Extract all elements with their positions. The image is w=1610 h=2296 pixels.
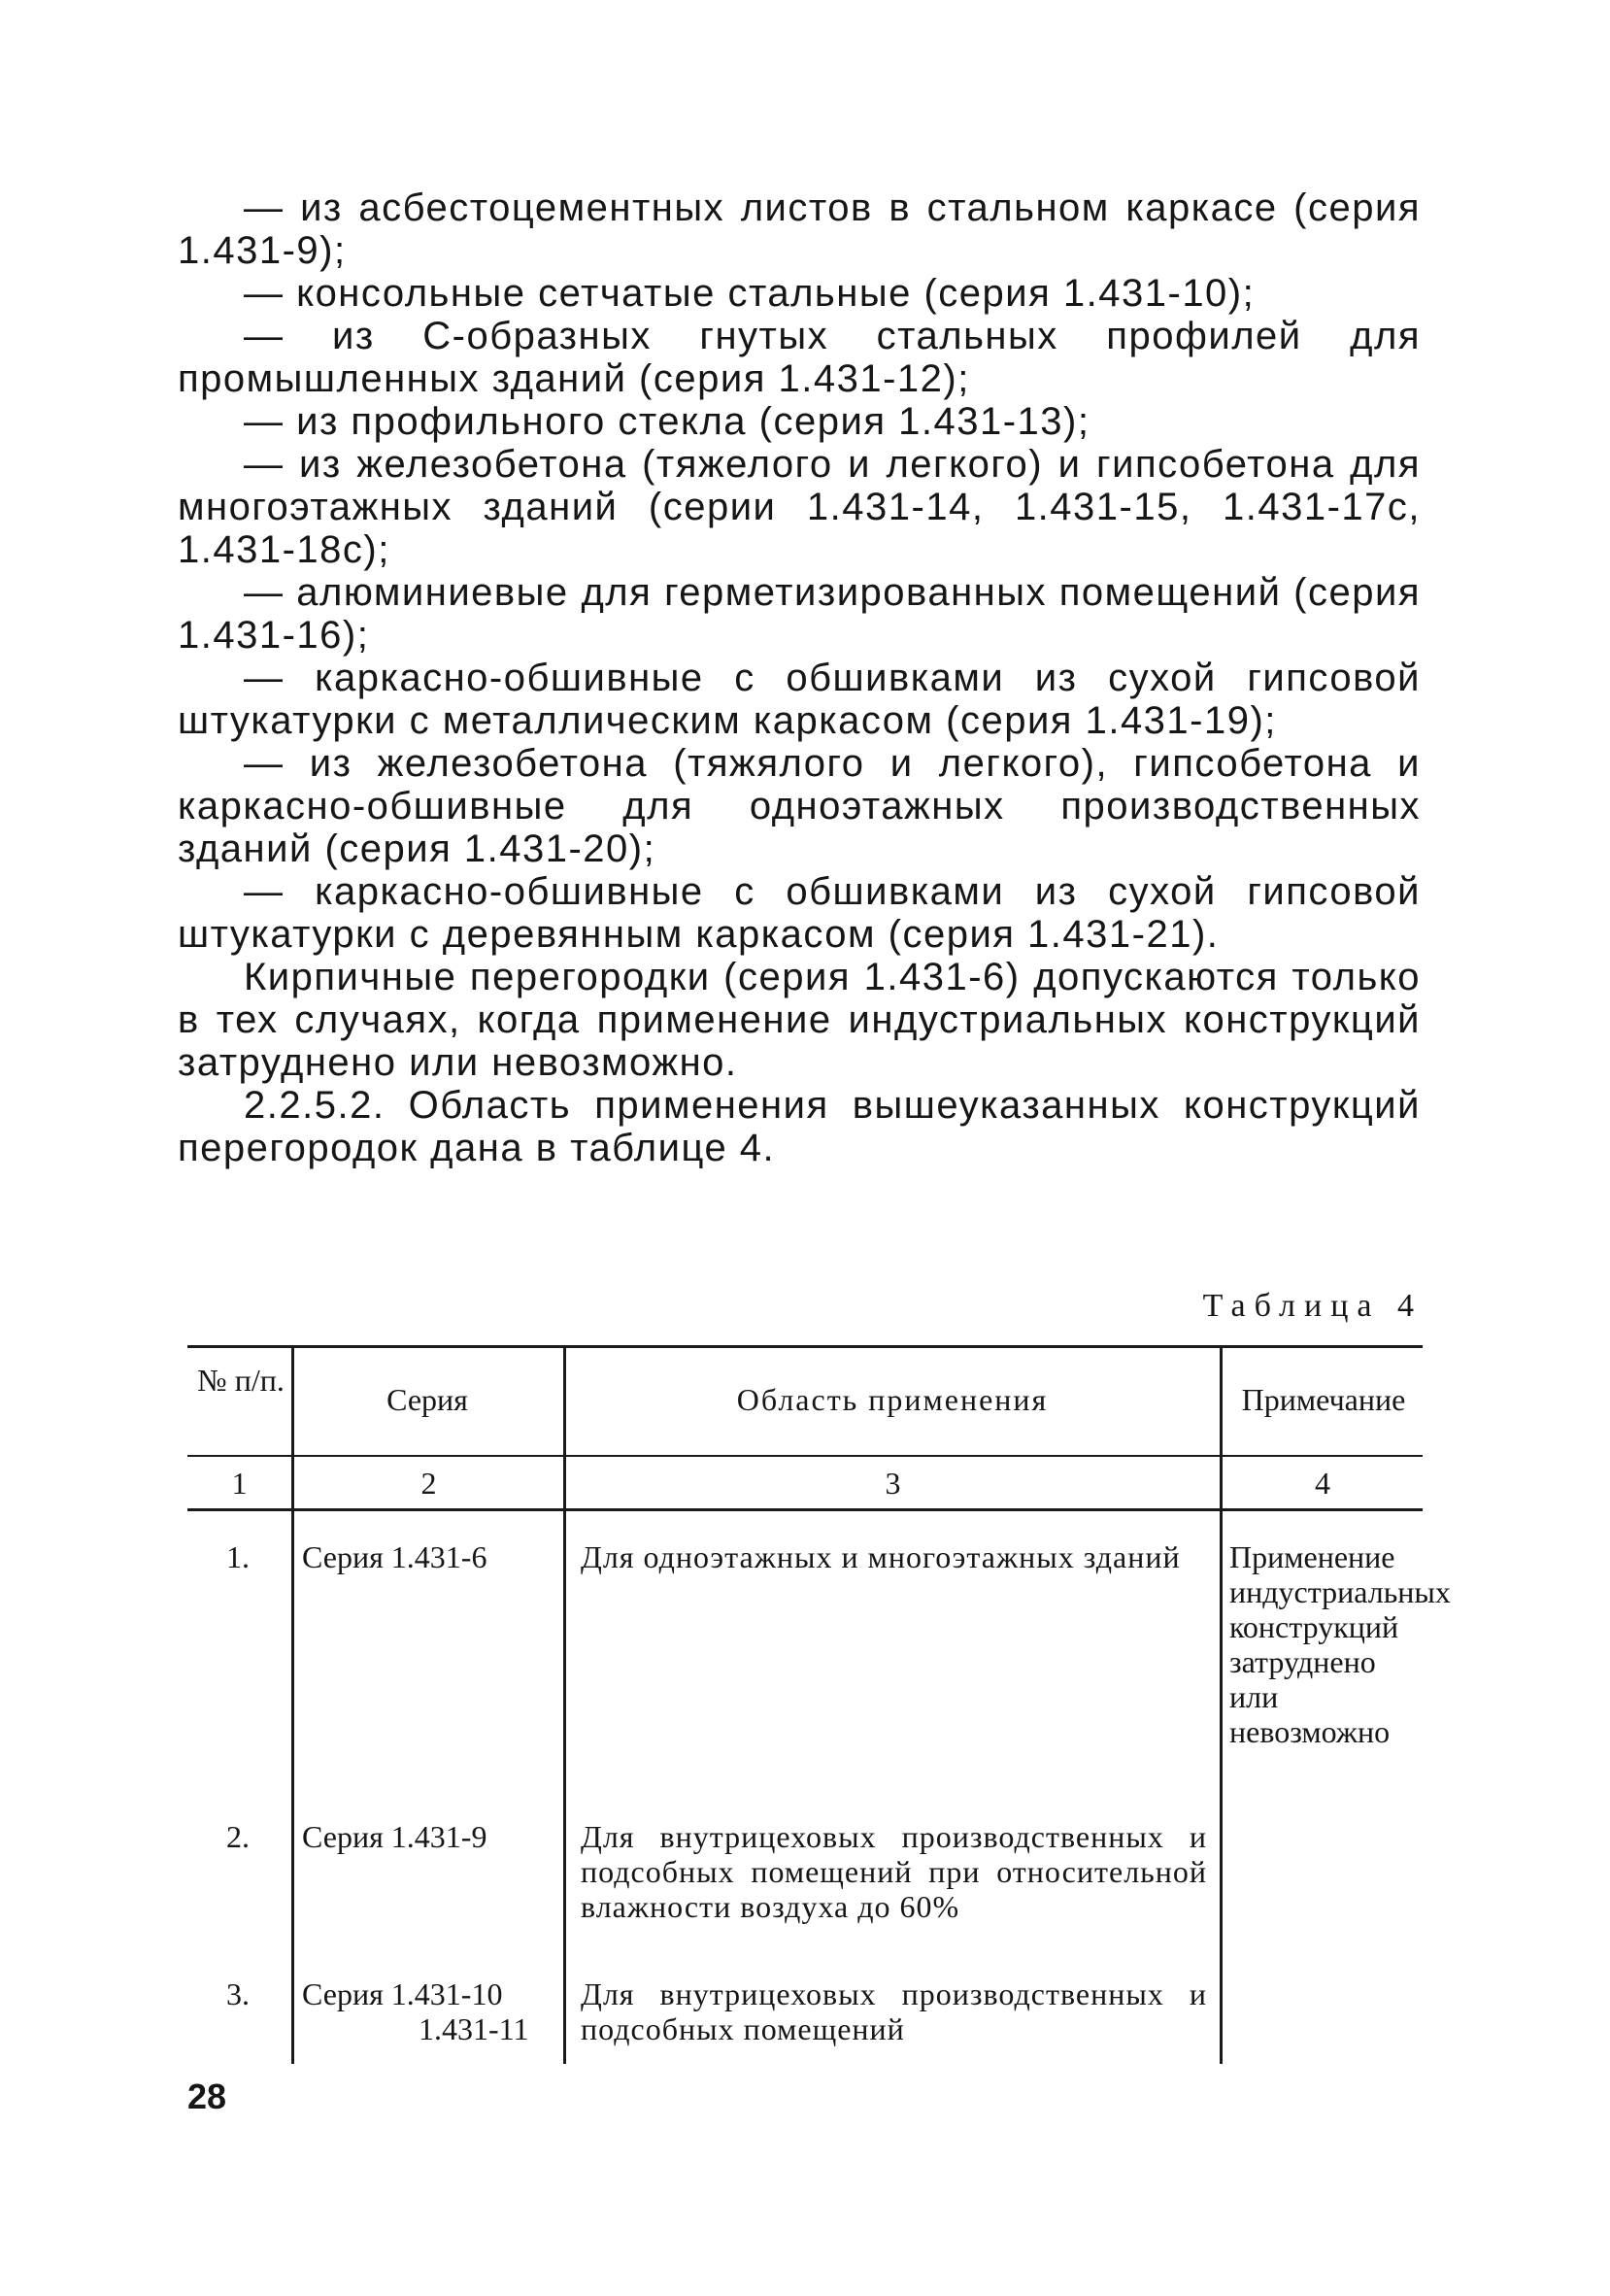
paragraph: Кирпичные перегородки (серия 1.431-6) допускаются только в тех случаях, когда применение индустриальных конструкций затруднено или невозможно. bbox=[178, 956, 1421, 1084]
column-number: 1 bbox=[231, 1466, 248, 1501]
row-number: 1. bbox=[226, 1539, 250, 1574]
table-caption: Таблица 4 bbox=[1202, 1288, 1423, 1324]
paragraph: — из профильного стекла (серия 1.431-13); bbox=[244, 400, 1090, 443]
page-number: 28 bbox=[187, 2077, 227, 2116]
table-top-rule bbox=[187, 1345, 1423, 1348]
header-area: Область применения bbox=[736, 1382, 1049, 1417]
column-number: 4 bbox=[1315, 1466, 1330, 1501]
row-area: Для внутрицеховых производственных и подсобных помещений bbox=[581, 1976, 1207, 2046]
row-area: Для внутрицеховых производственных и подсобных помещений при относительной влажности воздуха до 60% bbox=[581, 1819, 1207, 1924]
header-num: № п/п. bbox=[197, 1363, 285, 1398]
row-note: Применение индустриальных конструкций затруднено или невозможно bbox=[1229, 1539, 1451, 1749]
paragraph: — из асбестоцементных листов в стальном каркасе (серия 1.431-9); bbox=[178, 186, 1421, 272]
row-series: Серия 1.431-10 bbox=[302, 1976, 503, 2011]
row-series: Серия 1.431-6 bbox=[302, 1539, 487, 1574]
row-number: 2. bbox=[226, 1819, 250, 1854]
row-area: Для одноэтажных и многоэтажных зданий bbox=[581, 1539, 1181, 1574]
applications-table bbox=[187, 1345, 1451, 2064]
header-series: Серия bbox=[386, 1382, 468, 1417]
column-divider bbox=[291, 1345, 294, 2064]
header-rule bbox=[187, 1455, 1423, 1457]
paragraph: — каркасно-обшивные с обшивками из сухой гипсовой штукатурки с деревянным каркасом (серия 1.431-21). bbox=[178, 870, 1421, 956]
column-number-rule bbox=[187, 1508, 1423, 1511]
paragraph: — из железобетона (тяжелого и легкого) и гипсобетона для многоэтажных зданий (серии 1.431-14, 1.431-15, 1.431-17с, 1.431-18с); bbox=[178, 443, 1421, 571]
paragraph: — из С-образных гнутых стальных профилей для промышленных зданий (серия 1.431-12); bbox=[178, 315, 1421, 400]
row-series-continued: 1.431-11 bbox=[419, 2011, 529, 2046]
row-series: Серия 1.431-9 bbox=[302, 1819, 487, 1854]
paragraph: — алюминиевые для герметизированных помещений (серия 1.431-16); bbox=[178, 571, 1421, 657]
column-divider bbox=[1220, 1345, 1223, 2064]
column-number: 2 bbox=[420, 1466, 437, 1501]
paragraph: — консольные сетчатые стальные (серия 1.431-10); bbox=[244, 272, 1256, 315]
paragraph: — из железобетона (тяжялого и легкого), гипсобетона и каркасно-обшивные для одноэтажных производственных зданий (серия 1.431-20); bbox=[178, 742, 1421, 870]
body-text bbox=[178, 186, 1421, 1169]
column-divider bbox=[563, 1345, 566, 2064]
paragraph: 2.2.5.2. Область применения вышеуказанных конструкций перегородок дана в таблице 4. bbox=[178, 1084, 1421, 1169]
column-number: 3 bbox=[885, 1466, 901, 1501]
row-number: 3. bbox=[226, 1976, 250, 2011]
header-note: Примечание bbox=[1241, 1382, 1406, 1417]
paragraph: — каркасно-обшивные с обшивками из сухой гипсовой штукатурки с металлическим каркасом (серия 1.431-19); bbox=[178, 657, 1421, 742]
